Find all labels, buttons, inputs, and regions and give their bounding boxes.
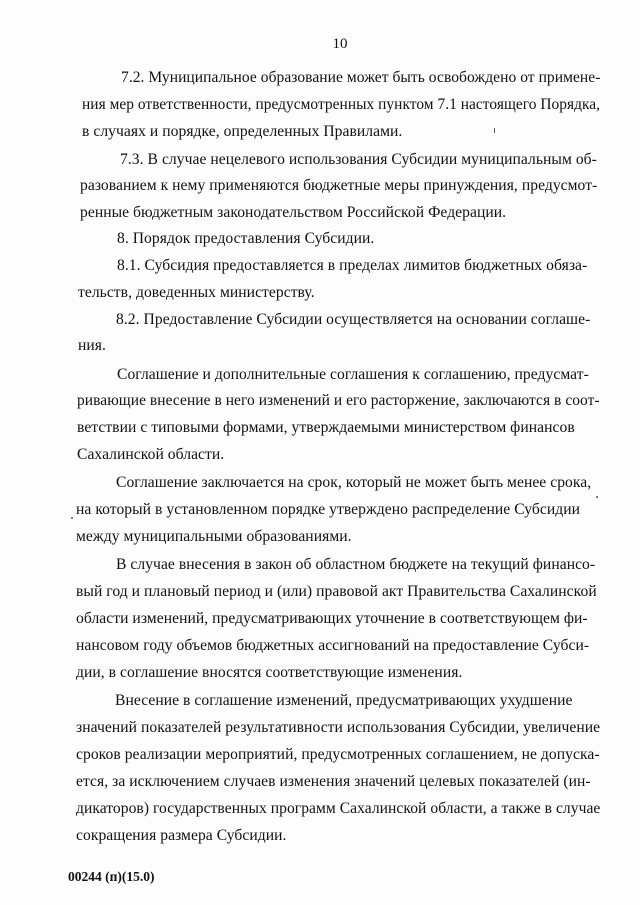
text-line: Соглашение и дополнительные соглашения к соглашению, предусмат- <box>117 366 589 383</box>
text-line: нансовом году объемов бюджетных ассигнований на предоставление Субси- <box>76 637 590 654</box>
text-line: ренные бюджетным законодательством Российской Федерации. <box>80 204 507 221</box>
text-line: ривающие внесение в него изменений и его расторжение, заключаются в соот- <box>77 392 600 409</box>
text-line: между муниципальными образованиями. <box>76 528 352 545</box>
text-line: сроков реализации мероприятий, предусмотренных соглашением, не допуска- <box>76 746 600 763</box>
text-line: ветствии с типовыми формами, утверждаемыми министерством финансов <box>77 419 575 436</box>
scan-speck <box>494 128 495 133</box>
text-line: Внесение в соглашение изменений, предусматривающих ухудшение <box>115 692 573 709</box>
section-heading: 8. Порядок предоставления Субсидии. <box>117 230 375 247</box>
text-line: дикаторов) государственных программ Сахалинской области, а также в случае <box>76 800 601 817</box>
text-line: 8.1. Субсидия предоставляется в пределах лимитов бюджетных обяза- <box>117 257 588 274</box>
text-line: 8.2. Предоставление Субсидии осуществляется на основании соглаше- <box>116 311 591 328</box>
text-line: В случае внесения в закон об областном бюджете на текущий финансо- <box>116 556 596 573</box>
scan-speck <box>596 496 598 498</box>
text-line: 7.2. Муниципальное образование может быть освобождено от примене- <box>121 69 601 86</box>
text-line: ется, за исключением случаев изменения значений целевых показателей (ин- <box>76 773 591 790</box>
text-line: значений показателей результативности использования Субсидии, увеличение <box>76 719 601 736</box>
text-line: 7.3. В случае нецелевого использования Субсидии муниципальным об- <box>120 151 597 168</box>
text-line: сокращения размера Субсидии. <box>76 827 287 844</box>
document-code: 00244 (п)(15.0) <box>68 869 155 884</box>
text-line: разованием к нему применяются бюджетные меры принуждения, предусмот- <box>80 177 598 194</box>
scan-speck <box>71 517 73 519</box>
text-line: вый год и плановый период и (или) правовой акт Правительства Сахалинской <box>76 583 597 600</box>
text-line: Сахалинской области. <box>77 446 225 463</box>
text-line: Соглашение заключается на срок, который не может быть менее срока, <box>116 474 592 491</box>
page-number: 10 <box>332 36 348 52</box>
text-line: дии, в соглашение вносятся соответствующие изменения. <box>76 664 463 681</box>
text-line: тельств, доведенных министерству. <box>78 284 315 301</box>
text-line: на который в установленном порядке утверждено распределение Субсидии <box>76 501 581 518</box>
text-line: в случаях и порядке, определенных Правилами. <box>82 123 403 140</box>
text-line: ния мер ответственности, предусмотренных пунктом 7.1 настоящего Порядка, <box>82 96 601 113</box>
text-line: ния. <box>78 337 106 354</box>
text-line: области изменений, предусматривающих уточнение в соответствующем фи- <box>76 610 588 627</box>
